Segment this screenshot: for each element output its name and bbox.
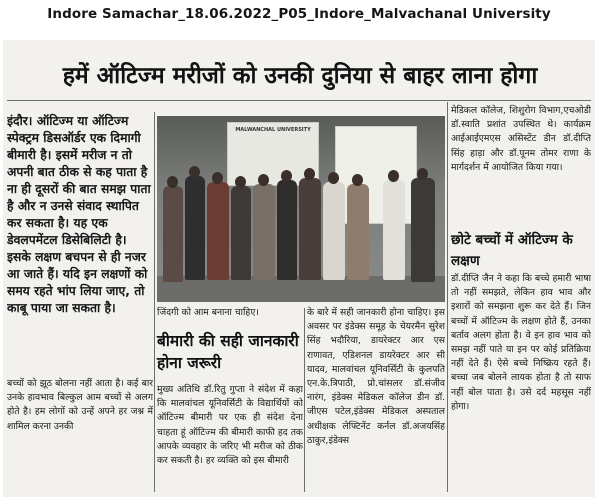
photo-person-head	[328, 172, 339, 184]
photo-person-head	[281, 170, 292, 182]
newspaper-clipping	[3, 40, 595, 497]
document-caption: Indore Samachar_18.06.2022_P05_Indore_Malvachanal University	[47, 6, 551, 22]
photo-person	[231, 186, 251, 280]
photo-banner-text: MALWANCHAL UNIVERSITY	[235, 127, 311, 133]
column-rule-3	[447, 102, 448, 492]
photo-person	[207, 182, 229, 280]
event-photo	[157, 116, 445, 302]
column-rule-1	[154, 112, 155, 492]
column-3-text: के बारे में सही जानकारी होना चाहिए। इस अवसर पर इंडेक्स समूह के चेयरमैन सुरेश सिंह भदौरिया, डायरेक्टर आर एस राणावत, एडिशनल डायरेक्टर आर सी यादव, मालवांचल यूनिवर्सिटी के कुलपति एन.के.त्रिपाठी, प्रो.चांसलर डॉ.संजीव नारंग, इंडेक्स मेडिकल कॉलेज डीन डॉ. जीएस पटेल,इंडेक्स मेडिकल अस्पताल अधीक्षक लेफ्टिनेंट कर्नल डॉ.अजयसिंह ठाकुर,इंडेक्स	[307, 307, 445, 446]
photo-person-head	[212, 172, 223, 184]
column-4-top-text: मेडिकल कॉलेज, शिशुरोग विभाग,एचओडी डॉ.स्वाति प्रशांत उपस्थित थे। कार्यक्रम आईआईएमएस असिस्टेंट डीन डॉ.दीप्ति सिंह हाड़ा और डॉ.पूनम तोमर राणा के मार्गदर्शन में आयोजित किया गया।	[451, 105, 591, 173]
photo-person	[411, 178, 435, 282]
photo-person	[253, 184, 275, 280]
column-3-body	[307, 306, 445, 448]
photo-person-head	[304, 168, 315, 180]
column-rule-2	[304, 308, 305, 492]
column-2-continuation: जिंदगी को आम बनाना चाहिए।	[157, 307, 259, 318]
photo-person	[299, 178, 321, 280]
column-2-body	[157, 383, 303, 468]
photo-person	[185, 176, 205, 280]
lead-column	[7, 113, 153, 317]
photo-person	[323, 182, 345, 280]
photo-person-head	[258, 174, 269, 186]
column-4-text: डॉ.दीप्ति जैन ने कहा कि बच्चे हमारी भाषा तो नहीं समझते, लेकिन हाव भाव और इशारों को समझना शुरू कर देते हैं। जिन बच्चों में ऑटिज्म के लक्षण होते हैं, उनका बर्ताव अलग होता है। वे इन हाव भाव को समझ नहीं पाते या इन पर कोई प्रतिक्रिया नहीं देते हैं। ऐसे बच्चे निष्क्रिय रहते हैं। बच्चा जब बोलने लायक होता है तो साफ नहीं बोल पाता है। उसे दर्द महसूस नहीं होगा।	[451, 273, 591, 412]
photo-person-head	[388, 170, 399, 182]
column-4-top	[451, 104, 591, 175]
lead-paragraph: इंदौर। ऑटिज्म या ऑटिज्म स्पेक्ट्रम डिसऑर्डर एक दिमागी बीमारी है। इसमें मरीज न तो अपनी बात ठीक से कह पाता है ना ही दूसरों की बात समझ पाता है और न उनसे संवाद स्थापित कर सकता है। यह एक डेवलपमेंटल डिसेबिलिटी है। इसके लक्षण बचपन से ही नजर आ जाते हैं। यदि इन लक्षणों को समय रहते भांप लिया जाए, तो काबू पाया जा सकता है।	[7, 114, 151, 315]
photo-person-head	[352, 174, 363, 186]
article-headline: हमें ऑटिज्म मरीजों को उनकी दुनिया से बाहर लाना होगा	[62, 63, 538, 89]
photo-person-head	[167, 176, 178, 188]
column-4-body	[451, 272, 591, 414]
photo-person	[277, 180, 297, 280]
column-1-body	[7, 377, 153, 434]
photo-person-head	[235, 176, 246, 188]
headline-rule	[7, 100, 591, 101]
column-2-text: मुख्य अतिथि डॉ.रितु गुप्ता ने संदेश में कहा कि मालवांचल यूनिवर्सिटी के विद्यार्थियों को ऑटिज्म बीमारी पर एक ही संदेश देना चाहता हूं ऑटिज्म की बीमारी काफी हद तक आपके व्यवहार के जरिए भी मरीज को ठीक कर सकती है। हर व्यक्ति को इस बीमारी	[157, 384, 303, 467]
subheading-disease-info: बीमारी की सही जानकारी होना जरूरी	[157, 332, 299, 372]
subheading-autism-symptoms: छोटे बच्चों में ऑटिज्म के लक्षण	[451, 232, 573, 269]
photo-person-head	[189, 166, 200, 178]
photo-person	[383, 180, 405, 280]
photo-person-head	[417, 168, 428, 180]
column-2-top	[157, 306, 303, 320]
photo-person	[347, 184, 369, 280]
column-1-text: बच्चों को झूठ बोलना नहीं आता है। कई बार उनके हावभाव बिल्कुल आम बच्चों से अलग होते है। हम लोगों को उन्हें अपने हर जश्न में शामिल करना उनकी	[7, 378, 153, 432]
photo-person	[163, 186, 183, 282]
